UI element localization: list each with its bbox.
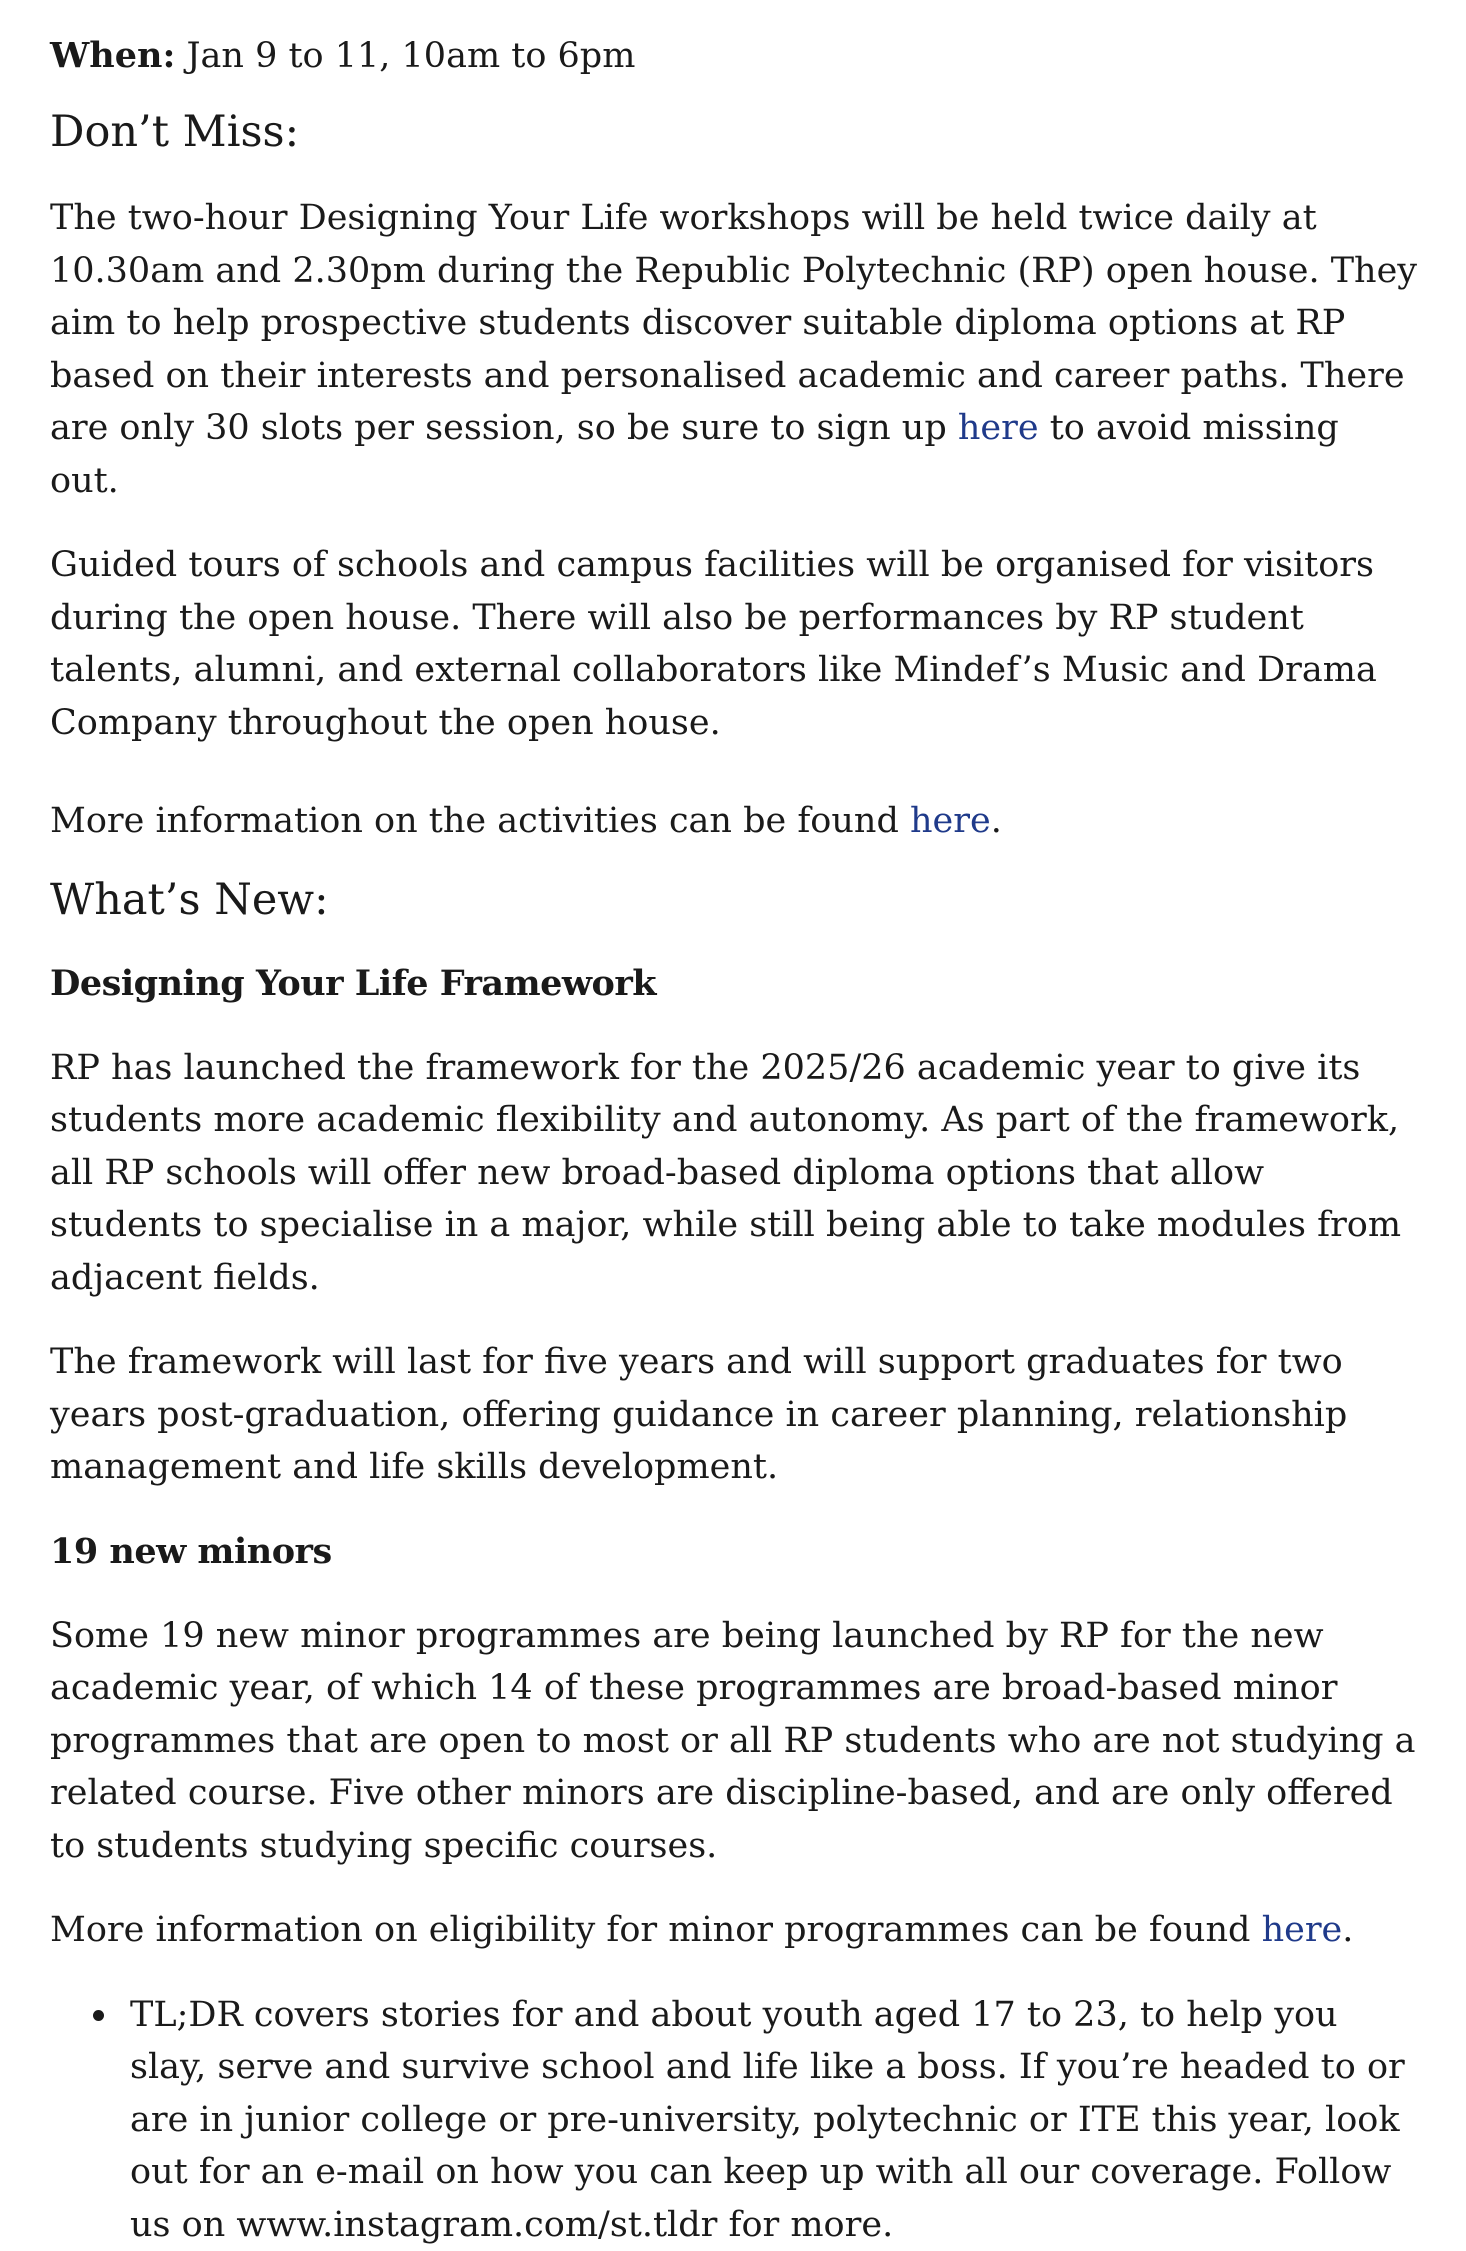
framework-paragraph-1: RP has launched the framework for the 2025/26 academic year to give its students more academic flexibility and autonomy. As part of the framework, all RP schools will offer new broad-based diploma options that allow students to specialise in a major, while still being able to take modules from adjacent fields. <box>50 1042 1418 1305</box>
minors-info-text-end: . <box>1342 1910 1353 1950</box>
tldr-list <box>50 1989 1418 2251</box>
when-label: When: <box>50 35 175 76</box>
dont-miss-heading: Don’t Miss: <box>50 100 1418 164</box>
minors-info-text: More information on eligibility for minor programmes can be found <box>50 1910 1262 1950</box>
minors-paragraph: Some 19 new minor programmes are being launched by RP for the new academic year, of which 14 of these programmes are broad-based minor programmes that are open to most or all RP students who are not studying a related course. Five other minors are discipline-based, and are only offered to students studying specific courses. <box>50 1610 1418 1873</box>
event-when <box>50 30 1418 82</box>
whats-new-heading: What’s New: <box>50 868 1418 932</box>
workshops-paragraph <box>50 192 1418 507</box>
workshops-text-end: to avoid missing out. <box>50 408 1339 501</box>
framework-paragraph-2: The framework will last for five years and will support graduates for two years post-graduation, offering guidance in career planning, relationship management and life skills development. <box>50 1336 1418 1494</box>
activities-info-text: More information on the activities can be found <box>50 801 910 841</box>
framework-heading: Designing Your Life Framework <box>50 958 1418 1010</box>
activities-info-paragraph <box>50 795 1418 848</box>
activities-info-link[interactable]: here <box>910 801 991 841</box>
minors-info-paragraph <box>50 1904 1418 1957</box>
tours-paragraph: Guided tours of schools and campus facilities will be organised for visitors during the open house. There will also be performances by RP student talents, alumni, and external collaborators like Mindef’s Music and Drama Company throughout the open house. <box>50 539 1418 749</box>
bullet-icon <box>93 2010 104 2021</box>
minors-heading: 19 new minors <box>50 1526 1418 1578</box>
tldr-list-item <box>50 1989 1418 2251</box>
workshops-signup-link[interactable]: here <box>958 408 1039 448</box>
tldr-text: TL;DR covers stories for and about youth aged 17 to 23, to help you slay, serve and survive school and life like a boss. If you’re headed to or are in junior college or pre-university, polytechnic or ITE this year, look out for an e-mail on how you can keep up with all our coverage. Follow us on www.instagram.com/st.tldr for more. <box>130 1995 1405 2245</box>
workshops-text: The two-hour Designing Your Life workshops will be held twice daily at 10.30am and 2.30pm during the Republic Polytechnic (RP) open house. They aim to help prospective students discover suitable diploma options at RP based on their interests and personalised academic and career paths. There are only 30 slots per session, so be sure to sign up <box>50 198 1417 448</box>
activities-info-text-end: . <box>991 801 1002 841</box>
when-value: Jan 9 to 11, 10am to 6pm <box>187 36 636 76</box>
minors-info-link[interactable]: here <box>1262 1910 1343 1950</box>
